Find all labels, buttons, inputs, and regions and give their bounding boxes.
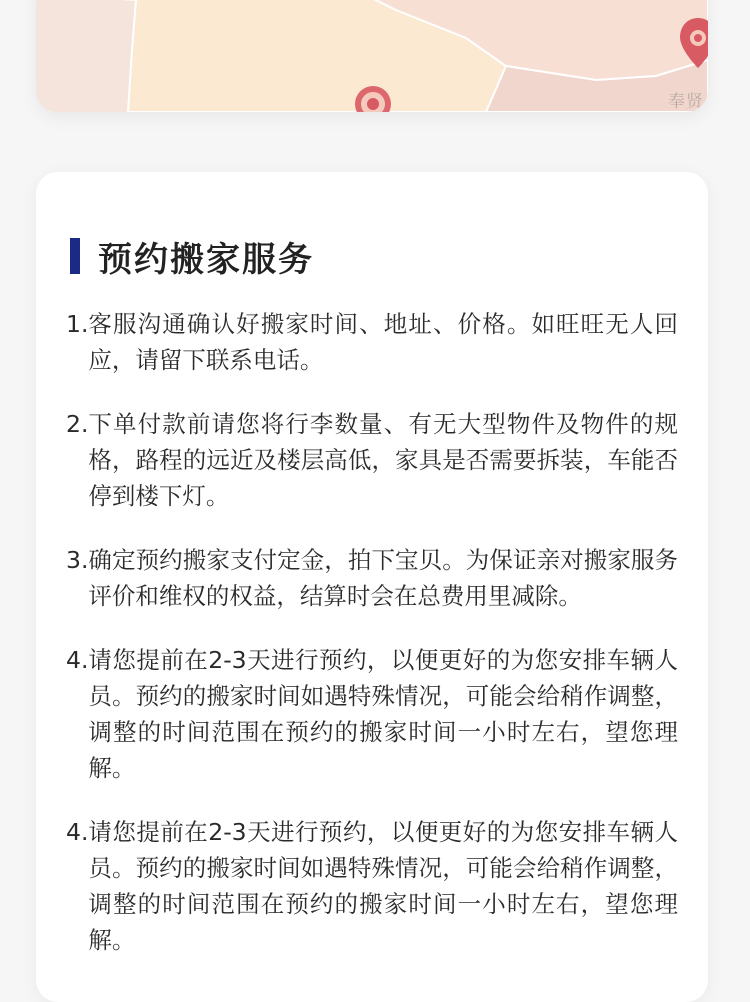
list-item-number: 2. bbox=[66, 410, 89, 438]
list-item bbox=[66, 642, 678, 786]
map-city-label: 奉贤 bbox=[668, 92, 704, 112]
list-item bbox=[66, 306, 678, 378]
section-title bbox=[70, 232, 314, 280]
list-item-text: 下单付款前请您将行李数量、有无大型物件及物件的规格，路程的远近及楼层高低，家具是否需要拆装，车能否停到楼下灯。 bbox=[88, 410, 678, 510]
service-card bbox=[36, 172, 708, 1002]
list-item bbox=[66, 814, 678, 958]
list-item-number: 1. bbox=[66, 310, 89, 338]
service-rules-list bbox=[66, 306, 678, 986]
list-item-text: 请您提前在2-3天进行预约，以便更好的为您安排车辆人员。预约的搬家时间如遇特殊情况，可能会给稍作调整，调整的时间范围在预约的搬家时间一小时左右，望您理解。 bbox=[88, 818, 678, 954]
list-item-number: 3. bbox=[66, 546, 89, 574]
list-item bbox=[66, 542, 678, 614]
list-item-text: 确定预约搬家支付定金，拍下宝贝。为保证亲对搬家服务评价和维权的权益，结算时会在总费用里减除。 bbox=[88, 546, 678, 610]
list-item bbox=[66, 406, 678, 514]
section-title-text: 预约搬家服务 bbox=[98, 239, 314, 280]
list-item-number: 4. bbox=[66, 818, 89, 846]
list-item-text: 请您提前在2-3天进行预约，以便更好的为您安排车辆人员。预约的搬家时间如遇特殊情况，可能会给稍作调整，调整的时间范围在预约的搬家时间一小时左右，望您理解。 bbox=[88, 646, 678, 782]
map-card[interactable] bbox=[36, 0, 708, 112]
list-item-number: 4. bbox=[66, 646, 89, 674]
title-accent-bar bbox=[70, 238, 80, 274]
district-map bbox=[36, 0, 708, 112]
list-item-text: 客服沟通确认好搬家时间、地址、价格。如旺旺无人回应，请留下联系电话。 bbox=[88, 310, 678, 374]
